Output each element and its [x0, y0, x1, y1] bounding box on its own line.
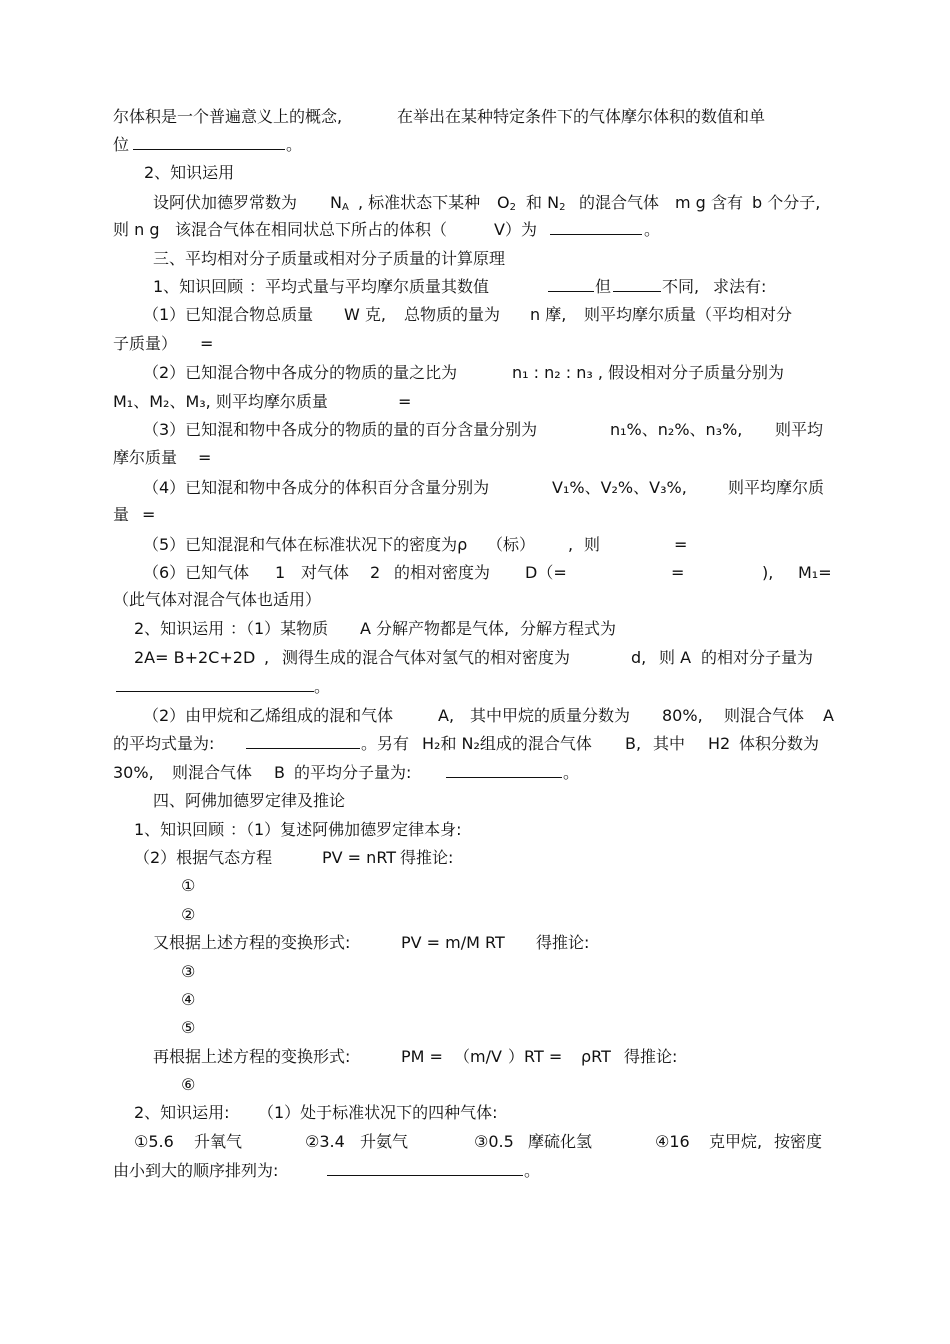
text-segment: 则: [584, 535, 601, 554]
text-segment: 2、知识运用:: [134, 1103, 230, 1122]
text-segment: 该混合气体在相同状总下所占的体积（: [175, 220, 448, 239]
text-segment: ④16: [655, 1132, 690, 1151]
text-segment: D（=: [525, 563, 567, 582]
list-item: [0, 986, 950, 1014]
text-segment: 的平均式量为:: [113, 734, 215, 753]
text-segment: ①5.6: [134, 1132, 174, 1151]
text-segment: B: [274, 763, 285, 782]
text-line: [0, 929, 950, 957]
text-segment: PV = nRT: [322, 848, 397, 867]
text-line: [0, 1128, 950, 1156]
text-segment: ③0.5: [474, 1132, 514, 1151]
text-segment: 但: [595, 277, 612, 296]
text-line: [0, 131, 950, 159]
text-segment: b 个分子,: [752, 193, 821, 212]
text-segment: 得推论:: [400, 848, 454, 867]
fill-blank: [133, 131, 285, 150]
text-segment: 。: [644, 220, 661, 239]
text-segment: （2）根据气态方程: [134, 848, 273, 867]
text-segment: 的相对分子量为: [701, 648, 814, 667]
list-item: [0, 901, 950, 929]
list-item: [0, 958, 950, 986]
text-segment: B,: [625, 734, 642, 753]
list-item: [0, 1014, 950, 1042]
text-segment: 则混合气体: [724, 706, 805, 725]
text-segment: M₁、M₂、M₃, 则平均摩尔质量: [113, 392, 328, 411]
text-line: [0, 388, 950, 416]
text-segment: （2）由甲烷和乙烯组成的混和气体: [143, 706, 394, 725]
text-segment: 子质量）: [113, 334, 178, 353]
list-item: [0, 872, 950, 900]
text-segment: （5）已知混混和气体在标准状况下的密度为ρ: [143, 535, 468, 554]
text-line: [0, 1043, 950, 1071]
fill-blank: [550, 216, 642, 235]
text-segment: 2: [370, 563, 381, 582]
text-segment: 和 N: [526, 193, 560, 212]
fill-blank: [327, 1157, 523, 1176]
text-segment: 量: [113, 505, 130, 524]
text-segment: m g: [675, 193, 706, 212]
text-line: [0, 1157, 950, 1185]
text-segment: 设阿伏加德罗常数为: [153, 193, 298, 212]
text-segment: H₂和 N₂组成的混合气体: [422, 734, 592, 753]
subscript: A: [341, 202, 349, 213]
text-segment: ,: [264, 648, 270, 667]
text-segment: =: [671, 563, 685, 582]
text-segment: ⑥: [181, 1075, 196, 1094]
text-segment: 对气体: [301, 563, 350, 582]
text-segment: （此气体对混合气体也适用）: [113, 590, 322, 609]
text-segment: 的相对密度为: [394, 563, 491, 582]
text-line: [0, 559, 950, 587]
text-segment: W 克,: [344, 305, 386, 324]
text-segment: （2）已知混合物中各成分的物质的量之比为: [143, 363, 458, 382]
text-segment: 测得生成的混合气体对氢气的相对密度为: [282, 648, 571, 667]
text-segment: 摩尔质量: [113, 448, 178, 467]
text-line: [0, 759, 950, 787]
text-segment: 30%,: [113, 763, 154, 782]
section-heading: [0, 159, 950, 187]
text-segment: ③: [181, 962, 196, 981]
text-segment: （1）已知混合物总质量: [143, 305, 314, 324]
text-segment: 含有: [711, 193, 744, 212]
text-segment: 得推论:: [624, 1047, 678, 1066]
text-segment: 则混合气体: [172, 763, 253, 782]
text-segment: 克甲烷,: [709, 1132, 763, 1151]
text-segment: A,: [438, 706, 455, 725]
text-line: [0, 673, 950, 701]
text-segment: 尔体积是一个普遍意义上的概念,: [113, 107, 343, 126]
text-segment: 的平均分子量为:: [294, 763, 412, 782]
text-line: [0, 330, 950, 358]
text-segment: ：（1）某物质: [230, 619, 329, 638]
text-segment: 。: [524, 1161, 541, 1180]
text-segment: n 摩,: [530, 305, 567, 324]
text-segment: 总物质的量为: [404, 305, 501, 324]
text-line: [0, 644, 950, 672]
text-line: [0, 730, 950, 758]
text-segment: ①: [181, 876, 196, 895]
text-segment: （3）已知混和物中各成分的物质的量的百分含量分别为: [143, 420, 538, 439]
text-segment: V₁%、V₂%、V₃%,: [552, 478, 687, 497]
text-line: [0, 501, 950, 529]
text-line: [0, 1099, 950, 1127]
text-segment: ）RT =: [508, 1047, 563, 1066]
text-line: [0, 844, 950, 872]
text-segment: 2、知识运用: [144, 163, 235, 182]
subscript: 2: [559, 202, 566, 213]
text-line: [0, 189, 950, 217]
text-line: [0, 103, 950, 131]
fill-blank: [116, 673, 314, 692]
text-line: [0, 216, 950, 244]
subscript: 2: [509, 202, 516, 213]
fill-blank: [548, 273, 594, 292]
text-segment: 四、阿佛加德罗定律及推论: [153, 791, 346, 810]
text-segment: A: [823, 706, 834, 725]
text-segment: 升氧气: [194, 1132, 243, 1151]
section-heading: [0, 245, 950, 273]
text-segment: V）为: [494, 220, 537, 239]
text-segment: 分解方程式为: [520, 619, 617, 638]
text-line: [0, 359, 950, 387]
text-segment: 按密度: [774, 1132, 823, 1151]
text-segment: 再根据上述方程的变换形式:: [153, 1047, 351, 1066]
text-segment: ,: [568, 535, 574, 554]
text-segment: ②: [181, 905, 196, 924]
text-segment: n₁%、n₂%、n₃%,: [610, 420, 743, 439]
text-segment: 1、知识回顾: [134, 820, 225, 839]
text-line: [0, 531, 950, 559]
text-segment: 又根据上述方程的变换形式:: [153, 933, 351, 952]
text-segment: 其中: [653, 734, 686, 753]
text-segment: PV = m/M RT: [401, 933, 505, 952]
fill-blank: [246, 730, 360, 749]
list-item: [0, 1071, 950, 1099]
text-segment: , 标准状态下某种: [358, 193, 481, 212]
text-segment: （4）已知混和物中各成分的体积百分含量分别为: [143, 478, 490, 497]
text-segment: 。: [286, 135, 303, 154]
text-segment: （标）: [487, 535, 536, 554]
text-segment: ：（1）复述阿佛加德罗定律本身:: [230, 820, 462, 839]
text-segment: 升氨气: [360, 1132, 409, 1151]
text-segment: 。: [314, 677, 331, 696]
fill-blank: [446, 759, 562, 778]
text-segment: 1、知识回顾: [153, 277, 244, 296]
text-segment: PM =: [401, 1047, 443, 1066]
text-segment: =: [142, 505, 156, 524]
text-segment: 其中甲烷的质量分数为: [470, 706, 631, 725]
text-segment: ：平均式量与平均摩尔质量其数值: [249, 277, 490, 296]
text-segment: A 分解产物都是气体,: [360, 619, 510, 638]
text-segment: n₁ : n₂ : n₃ , 假设相对分子质量分别为: [512, 363, 785, 382]
text-segment: 则平均摩尔质: [728, 478, 825, 497]
text-segment: 则 n g: [113, 220, 160, 239]
text-line: [0, 444, 950, 472]
text-line: [0, 702, 950, 730]
text-segment: ρRT: [581, 1047, 611, 1066]
text-line: [0, 615, 950, 643]
section-heading: [0, 787, 950, 815]
text-segment: 体积分数为: [739, 734, 820, 753]
text-segment: ⑤: [181, 1018, 196, 1037]
text-segment: ④: [181, 990, 196, 1009]
text-segment: 不同,: [662, 277, 700, 296]
text-segment: d,: [631, 648, 647, 667]
text-segment: 三、平均相对分子质量或相对分子质量的计算原理: [153, 249, 506, 268]
text-segment: （m/V: [454, 1047, 502, 1066]
text-segment: 80%,: [662, 706, 703, 725]
text-segment: （1）处于标准状况下的四种气体:: [258, 1103, 498, 1122]
text-line: [0, 273, 950, 301]
text-line: [0, 416, 950, 444]
text-segment: =: [198, 448, 212, 467]
text-segment: =: [398, 392, 412, 411]
text-segment: 求法有:: [713, 277, 767, 296]
text-line: [0, 816, 950, 844]
text-segment: 则平均: [775, 420, 824, 439]
text-segment: 摩硫化氢: [528, 1132, 593, 1151]
text-segment: 的混合气体: [579, 193, 660, 212]
text-segment: O: [497, 193, 510, 212]
text-line: [0, 586, 950, 614]
text-segment: 1: [275, 563, 286, 582]
text-segment: 。: [563, 763, 580, 782]
text-segment: 则 A: [659, 648, 692, 667]
text-segment: ),: [762, 563, 774, 582]
text-line: [0, 301, 950, 329]
text-segment: =: [674, 535, 688, 554]
text-segment: 位: [113, 135, 130, 154]
text-segment: 。另有: [361, 734, 410, 753]
text-segment: H2: [708, 734, 731, 753]
text-segment: 2、知识运用: [134, 619, 225, 638]
text-segment: M₁=: [798, 563, 832, 582]
text-segment: 在举出在某种特定条件下的气体摩尔体积的数值和单: [397, 107, 766, 126]
text-segment: N: [330, 193, 342, 212]
text-segment: 得推论:: [536, 933, 590, 952]
text-segment: （6）已知气体: [143, 563, 250, 582]
text-segment: 则平均摩尔质量（平均相对分: [584, 305, 793, 324]
text-line: [0, 474, 950, 502]
text-segment: ②3.4: [305, 1132, 345, 1151]
fill-blank: [613, 273, 661, 292]
text-segment: =: [200, 334, 214, 353]
text-segment: 由小到大的顺序排列为:: [113, 1161, 279, 1180]
text-segment: 2A= B+2C+2D: [134, 648, 256, 667]
